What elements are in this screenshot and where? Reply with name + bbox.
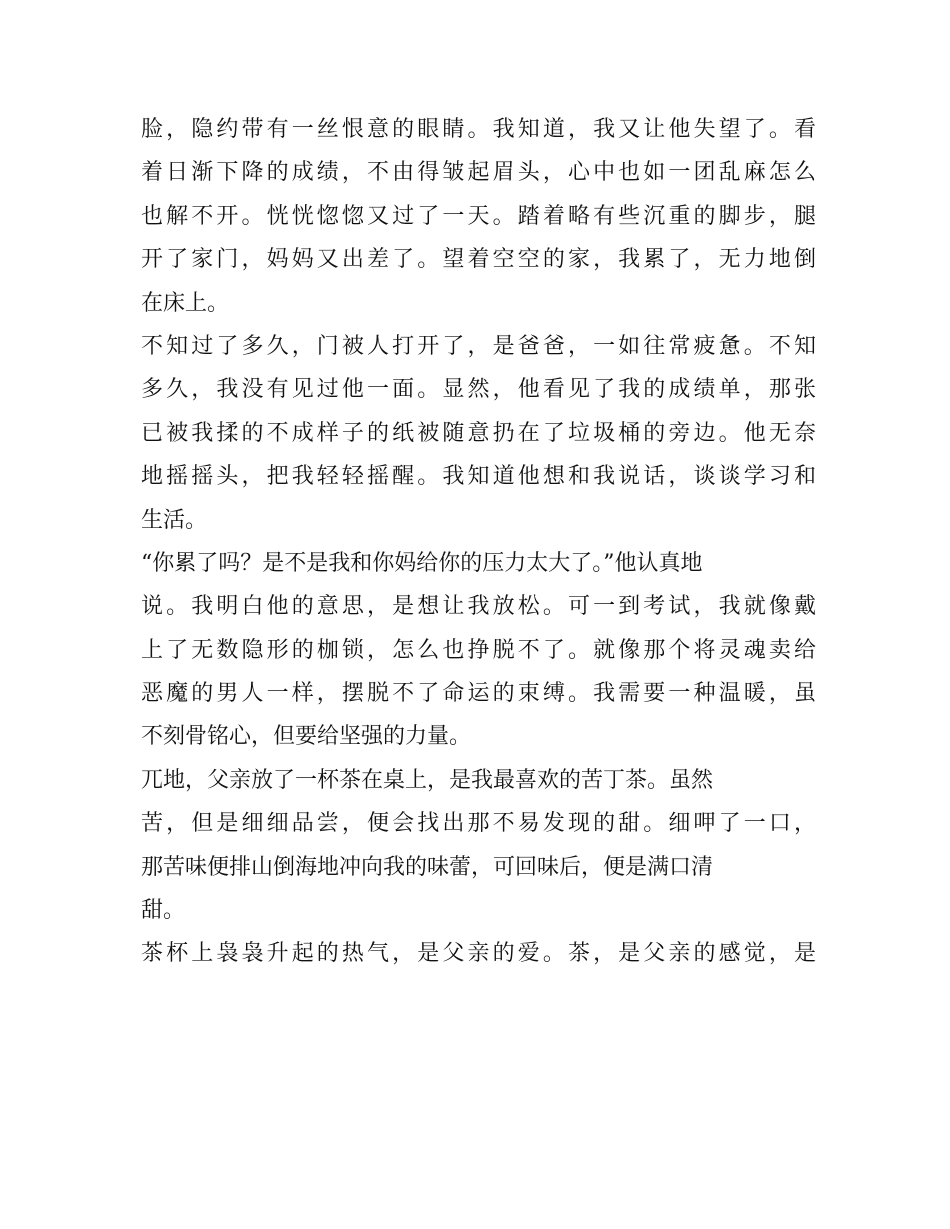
text-line: 着日渐下降的成绩，不由得皱起眉头，心中也如一团乱麻怎么 xyxy=(141,160,816,186)
essay-body xyxy=(141,108,816,976)
paragraph-5 xyxy=(141,932,816,975)
paragraph-2 xyxy=(141,325,816,542)
text-line: 兀地，父亲放了一杯茶在桌上，是我最喜欢的苦丁茶。虽然 xyxy=(141,767,714,793)
paragraph-4 xyxy=(141,759,816,933)
text-line: 说。我明白他的意思，是想让我放松。可一到考试，我就像戴 xyxy=(141,594,816,620)
text-line: 恶魔的男人一样，摆脱不了命运的束缚。我需要一种温暖，虽 xyxy=(141,681,816,707)
text-line: 脸，隐约带有一丝恨意的眼睛。我知道，我又让他失望了。看 xyxy=(141,117,816,142)
paragraph-3 xyxy=(141,542,816,759)
text-line: 那苦味便排山倒海地冲向我的味蕾，可回味后，便是满口清 xyxy=(141,854,714,880)
text-line: 也解不开。恍恍惚惚又过了一天。踏着略有些沉重的脚步，腿 xyxy=(141,203,816,229)
text-line: 甜。 xyxy=(141,898,186,924)
text-line: 不知过了多久，门被人打开了，是爸爸，一如往常疲惫。不知 xyxy=(141,333,816,359)
text-line: 不刻骨铭心，但要给坚强的力量。 xyxy=(141,724,472,750)
paragraph-1 xyxy=(141,108,816,325)
text-line: 在床上。 xyxy=(141,290,230,316)
text-line: 生活。 xyxy=(141,507,208,533)
text-line: 已被我揉的不成样子的纸被随意扔在了垃圾桶的旁边。他无奈 xyxy=(141,420,816,446)
text-line: 茶杯上袅袅升起的热气，是父亲的爱。茶，是父亲的感觉，是 xyxy=(141,941,816,967)
text-line: “你累了吗？是不是我和你妈给你的压力太大了。”他认真地 xyxy=(141,550,703,576)
text-line: 开了家门，妈妈又出差了。望着空空的家，我累了，无力地倒 xyxy=(141,247,816,273)
text-line: 上了无数隐形的枷锁，怎么也挣脱不了。就像那个将灵魂卖给 xyxy=(141,637,816,663)
text-line: 地摇摇头，把我轻轻摇醒。我知道他想和我说话，谈谈学习和 xyxy=(141,464,816,490)
text-line: 苦，但是细细品尝，便会找出那不易发现的甜。细呷了一口， xyxy=(141,811,816,837)
text-line: 多久，我没有见过他一面。显然，他看见了我的成绩单，那张 xyxy=(141,377,816,403)
